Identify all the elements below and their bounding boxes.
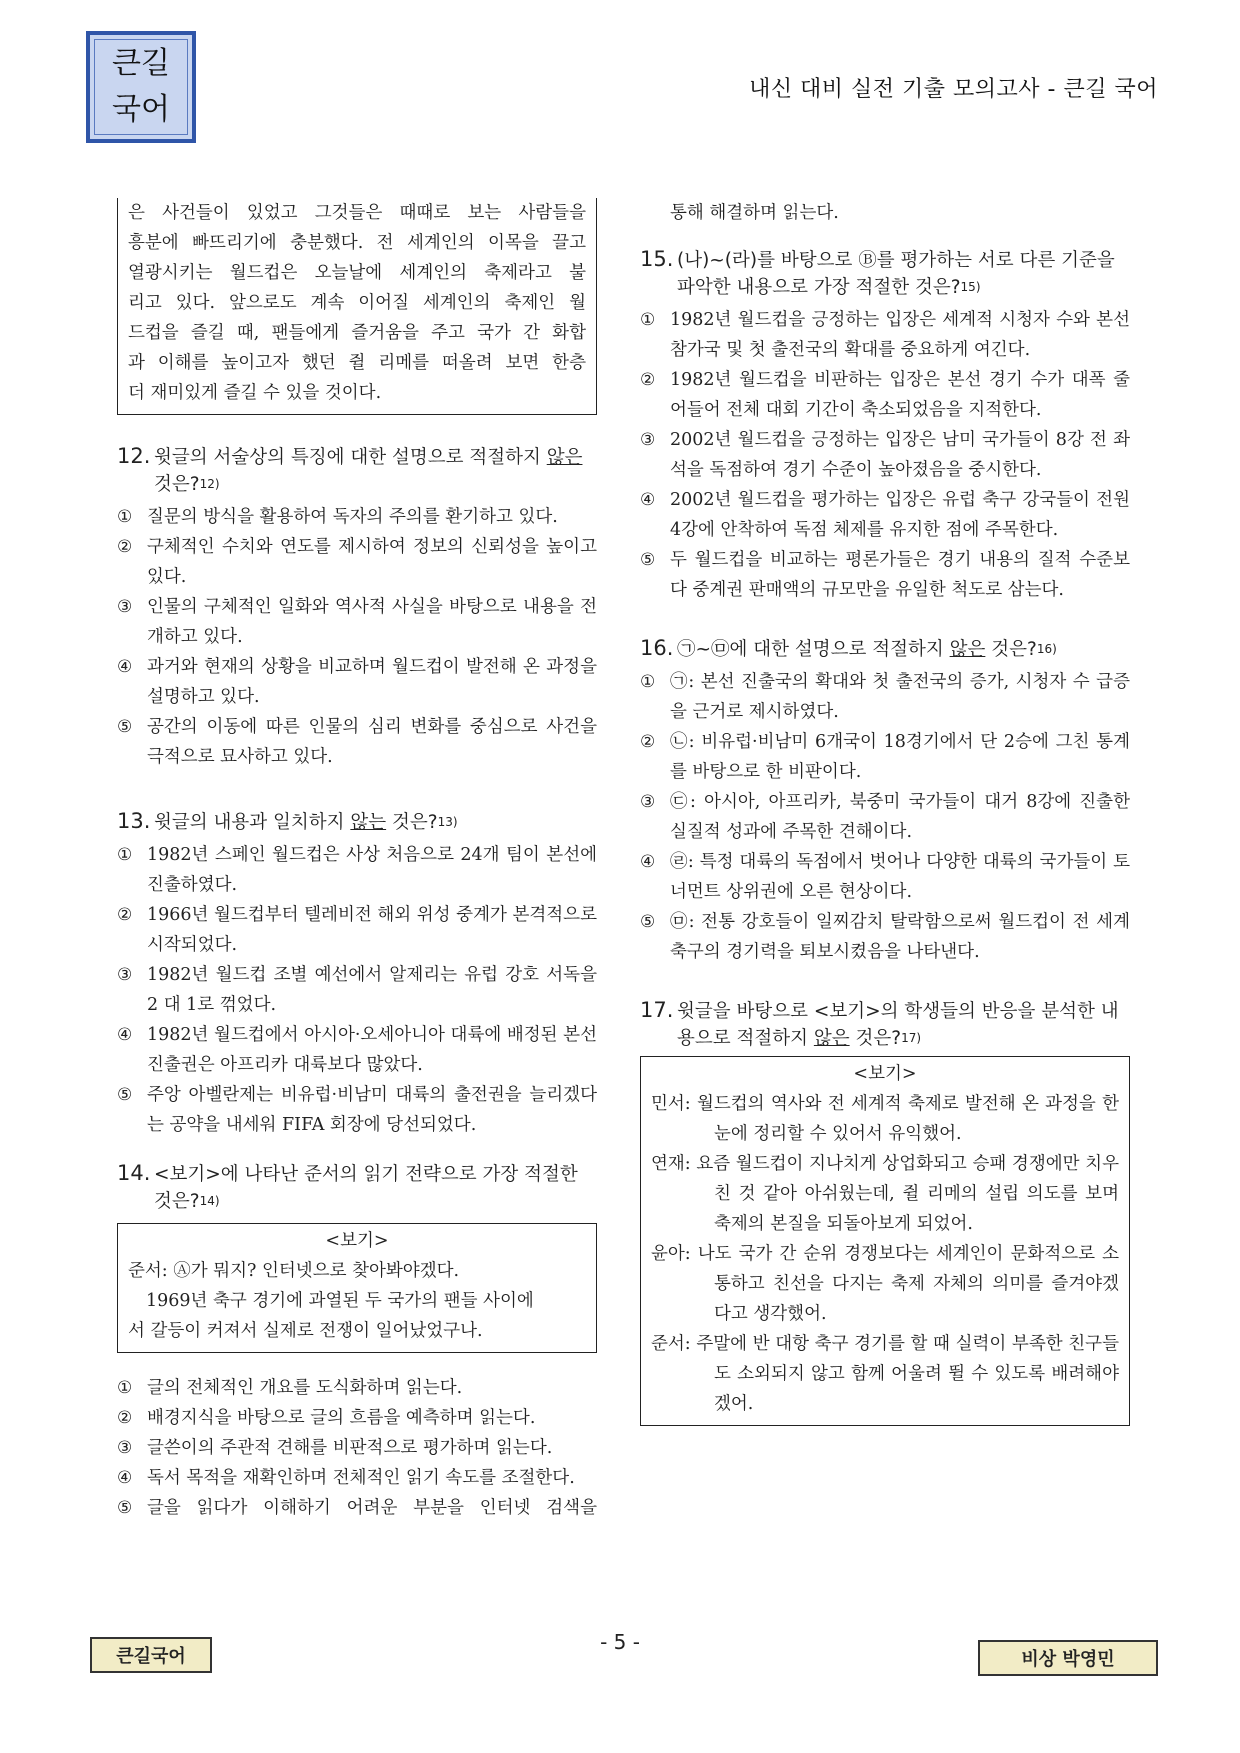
- option[interactable]: [117, 1020, 597, 1080]
- option-number: ③: [117, 597, 133, 617]
- option[interactable]: [117, 840, 597, 900]
- question-text: (나)~(라)를 바탕으로 Ⓑ를 평가하는 서로 다른 기준을 파악한 내용으로 가장 적절한 것은?: [677, 250, 1115, 298]
- student-response: 연재: 요즘 월드컵이 지나치게 상업화되고 승패 경쟁에만 치우친 것 같아 아쉬웠는데, 쥘 리메의 설립 의도를 보며 축제의 본질을 되돌아보게 되었어.: [651, 1154, 1119, 1234]
- option-text: 인물의 구체적인 일화와 역사적 사실을 바탕으로 내용을 전개하고 있다.: [147, 597, 597, 647]
- option-text: 독서 목적을 재확인하며 전체적인 읽기 속도를 조절한다.: [147, 1468, 575, 1488]
- option[interactable]: [117, 1080, 597, 1140]
- passage-line: 더 재미있게 즐길 수 있을 것이다.: [128, 383, 382, 403]
- question-number: 13.: [117, 809, 151, 833]
- option-number: ④: [640, 852, 656, 872]
- option-text: 1982년 스페인 월드컵은 사상 처음으로 24개 팀이 본선에 진출하였다.: [147, 845, 597, 895]
- question-16: [640, 635, 1130, 967]
- option-text: 1982년 월드컵에서 아시아·오세아니아 대륙에 배정된 본선 진출권은 아프리카 대륙보다 많았다.: [147, 1025, 597, 1075]
- option[interactable]: [117, 1493, 597, 1523]
- question-number: 16.: [640, 636, 674, 660]
- question-text: ㉠~㉤에 대한 설명으로 적절하지: [677, 639, 950, 660]
- option-number: ①: [640, 672, 656, 692]
- option-number: ④: [640, 490, 656, 510]
- bogi-line: 서 갈등이 커져서 실제로 전쟁이 일어났었구나.: [128, 1321, 483, 1341]
- option[interactable]: [640, 907, 1130, 967]
- option[interactable]: [640, 425, 1130, 485]
- option[interactable]: [640, 787, 1130, 847]
- student-response: 준서: 주말에 반 대항 축구 경기를 할 때 실력이 부족한 친구들도 소외되지 않고 함께 어울려 뛸 수 있도록 배려해야겠어.: [651, 1334, 1119, 1414]
- option-number: ③: [117, 965, 133, 985]
- bogi-line: 준서: Ⓐ가 뭐지? 인터넷으로 찾아봐야겠다.: [128, 1261, 460, 1281]
- option-text: 1982년 월드컵 조별 예선에서 알제리는 유럽 강호 서독을 2 대 1로 꺾었다.: [147, 965, 597, 1015]
- question-number: 17.: [640, 998, 674, 1022]
- option-text: 과거와 현재의 상황을 비교하며 월드컵이 발전해 온 과정을 설명하고 있다.: [147, 657, 597, 707]
- footer-author-label: 비상 박영민: [978, 1640, 1158, 1676]
- question-13: [117, 808, 597, 1140]
- option-text: 글을 읽다가 이해하기 어려운 부분을 인터넷 검색을: [147, 1498, 597, 1518]
- option-continuation: 통해 해결하며 읽는다.: [670, 203, 839, 223]
- option-number: ②: [117, 905, 133, 925]
- footnote-ref: 15): [960, 280, 981, 294]
- option[interactable]: [117, 900, 597, 960]
- bogi-box: [640, 1056, 1130, 1426]
- left-column: [117, 198, 597, 1523]
- option-number: ②: [117, 537, 133, 557]
- right-column: [640, 198, 1130, 1426]
- options-list: [640, 667, 1130, 967]
- option-number: ④: [117, 1025, 133, 1045]
- question-number: 15.: [640, 247, 674, 271]
- option[interactable]: [117, 652, 597, 712]
- logo: [86, 31, 196, 143]
- option-number: ⑤: [117, 717, 133, 737]
- question-15: [640, 246, 1130, 605]
- question-text: <보기>에 나타난 준서의 읽기 전략으로 가장 적절한 것은?: [154, 1164, 578, 1212]
- option-number: ①: [117, 1378, 133, 1398]
- options-list: [117, 502, 597, 772]
- bogi-box: [117, 1223, 597, 1353]
- option[interactable]: [640, 305, 1130, 365]
- options-list: [640, 305, 1130, 605]
- question-title: [117, 808, 597, 836]
- option[interactable]: [640, 545, 1130, 605]
- option-number: ⑤: [640, 912, 656, 932]
- option-number: ③: [640, 430, 656, 450]
- logo-line1: 큰길: [112, 46, 170, 81]
- option[interactable]: [640, 365, 1130, 425]
- option-text: 두 월드컵을 비교하는 평론가들은 경기 내용의 질적 수준보다 중계권 판매액의 규모만을 유일한 척도로 삼는다.: [670, 550, 1130, 600]
- underlined-text: 않은: [813, 1028, 850, 1049]
- question-number: 14.: [117, 1161, 151, 1185]
- option-number: ②: [640, 370, 656, 390]
- question-number: 12.: [117, 444, 151, 468]
- option-text: ㉢: 아시아, 아프리카, 북중미 국가들이 대거 8강에 진출한 실질적 성과에 주목한 견해이다.: [670, 792, 1130, 842]
- option-number: ⑤: [117, 1085, 133, 1105]
- option-text: 구체적인 수치와 연도를 제시하여 정보의 신뢰성을 높이고 있다.: [147, 537, 597, 587]
- option-text: ㉡: 비유럽·비남미 6개국이 18경기에서 단 2승에 그친 통계를 바탕으로 한 비판이다.: [670, 732, 1130, 782]
- option-text: 1982년 월드컵을 비판하는 입장은 본선 경기 수가 대폭 줄어들어 전체 대회 기간이 축소되었음을 지적한다.: [670, 370, 1130, 420]
- footnote-ref: 16): [1036, 642, 1057, 656]
- logo-line2: 국어: [112, 92, 170, 127]
- option[interactable]: [640, 485, 1130, 545]
- page-number: - 5 -: [600, 1630, 640, 1654]
- option[interactable]: [117, 1463, 597, 1493]
- question-text: 것은?: [386, 812, 438, 833]
- footer-brand-label: 큰길국어: [90, 1637, 212, 1673]
- question-text: 윗글의 서술상의 특징에 대한 설명으로 적절하지: [154, 447, 547, 468]
- option-number: ②: [117, 1408, 133, 1428]
- question-17: [640, 997, 1130, 1426]
- page-header-title: 내신 대비 실전 기출 모의고사 - 큰길 국어: [749, 77, 1158, 102]
- question-title: [640, 246, 1130, 301]
- passage-line: 드컵을 즐길 때, 팬들에게 즐거움을 주고 국가 간 화합: [128, 323, 586, 343]
- footnote-ref: 12): [199, 477, 220, 491]
- underlined-text: 않은: [546, 447, 583, 468]
- option-number: ⑤: [640, 550, 656, 570]
- option[interactable]: [117, 592, 597, 652]
- footnote-ref: 14): [199, 1194, 220, 1208]
- option-number: ④: [117, 657, 133, 677]
- question-title: [640, 635, 1130, 663]
- question-title: [640, 997, 1130, 1052]
- option-text: 배경지식을 바탕으로 글의 흐름을 예측하며 읽는다.: [147, 1408, 536, 1428]
- option-text: ㉤: 전통 강호들이 일찌감치 탈락함으로써 월드컵이 전 세계 축구의 경기력을 퇴보시켰음을 나타낸다.: [670, 912, 1130, 962]
- option-text: ㉠: 본선 진출국의 확대와 첫 출전국의 증가, 시청자 수 급증을 근거로 제시하였다.: [670, 672, 1130, 722]
- options-list: [117, 1373, 597, 1523]
- option[interactable]: [117, 1433, 597, 1463]
- underlined-text: 않은: [949, 639, 986, 660]
- option-text: 1982년 월드컵을 긍정하는 입장은 세계적 시청자 수와 본선 참가국 및 첫 출전국의 확대를 중요하게 여긴다.: [670, 310, 1130, 360]
- options-list: [117, 840, 597, 1140]
- option-number: ③: [640, 792, 656, 812]
- option[interactable]: [117, 1403, 597, 1433]
- option-text: 질문의 방식을 활용하여 독자의 주의를 환기하고 있다.: [147, 507, 558, 527]
- option[interactable]: [117, 1373, 597, 1403]
- option-text: 글의 전체적인 개요를 도식화하며 읽는다.: [147, 1378, 463, 1398]
- bogi-line: 1969년 축구 경기에 과열된 두 국가의 팬들 사이에: [146, 1291, 534, 1311]
- option-text: 2002년 월드컵을 긍정하는 입장은 남미 국가들이 8강 전 좌석을 독점하여 경기 수준이 높아졌음을 중시한다.: [670, 430, 1130, 480]
- footnote-ref: 13): [437, 815, 458, 829]
- option-text: 2002년 월드컵을 평가하는 입장은 유럽 축구 강국들이 전원 4강에 안착하여 독점 체제를 유지한 점에 주목한다.: [670, 490, 1130, 540]
- option[interactable]: [640, 847, 1130, 907]
- option-number: ④: [117, 1468, 133, 1488]
- question-14: [117, 1160, 597, 1523]
- question-text: 윗글의 내용과 일치하지: [154, 812, 351, 833]
- passage-box: [117, 198, 597, 415]
- bogi-title: <보기>: [853, 1064, 917, 1084]
- option[interactable]: [117, 960, 597, 1020]
- question-text: 윗글을 바탕으로 <보기>의 학생들의 반응을 분석한 내용으로 적절하지: [677, 1001, 1119, 1049]
- option-text: 공간의 이동에 따른 인물의 심리 변화를 중심으로 사건을 극적으로 묘사하고 있다.: [147, 717, 597, 767]
- option[interactable]: [117, 532, 597, 592]
- passage-line: 과 이해를 높이고자 했던 쥘 리메를 떠올려 보면 한층: [128, 353, 586, 373]
- option-number: ⑤: [117, 1498, 133, 1518]
- option[interactable]: [640, 727, 1130, 787]
- passage-line: 은 사건들이 있었고 그것들은 때때로 보는 사람들을: [128, 203, 586, 223]
- question-12: [117, 443, 597, 772]
- option-number: ①: [117, 507, 133, 527]
- option-text: 글쓴이의 주관적 견해를 비판적으로 평가하며 읽는다.: [147, 1438, 553, 1458]
- option-number: ①: [117, 845, 133, 865]
- option[interactable]: [640, 667, 1130, 727]
- question-title: [117, 443, 597, 498]
- passage-line: 흥분에 빠뜨리기에 충분했다. 전 세계인의 이목을 끌고: [128, 233, 586, 253]
- passage-line: 열광시키는 월드컵은 오늘날에 세계인의 축제라고 불: [128, 263, 586, 283]
- question-text: 것은?: [985, 639, 1037, 660]
- option[interactable]: [117, 712, 597, 772]
- footnote-ref: 17): [901, 1031, 922, 1045]
- bogi-title: <보기>: [325, 1231, 389, 1251]
- question-text: 것은?: [154, 474, 200, 495]
- question-text: 것은?: [849, 1028, 902, 1049]
- option-number: ③: [117, 1438, 133, 1458]
- question-title: [117, 1160, 597, 1215]
- student-response: 민서: 월드컵의 역사와 전 세계적 축제로 발전해 온 과정을 한눈에 정리할 수 있어서 유익했어.: [651, 1094, 1119, 1144]
- student-response: 윤아: 나도 국가 간 순위 경쟁보다는 세계인이 문화적으로 소통하고 친선을 다지는 축제 자체의 의미를 즐겨야겠다고 생각했어.: [651, 1244, 1119, 1324]
- passage-line: 리고 있다. 앞으로도 계속 이어질 세계인의 축제인 월: [128, 293, 586, 313]
- option-text: 주앙 아벨란제는 비유럽·비남미 대륙의 출전권을 늘리겠다는 공약을 내세워 FIFA 회장에 당선되었다.: [147, 1085, 597, 1135]
- option-number: ②: [640, 732, 656, 752]
- underlined-text: 않는: [350, 812, 387, 833]
- option[interactable]: [117, 502, 597, 532]
- option-text: ㉣: 특정 대륙의 독점에서 벗어나 다양한 대륙의 국가들이 토너먼트 상위권에 오른 현상이다.: [670, 852, 1130, 902]
- option-number: ①: [640, 310, 656, 330]
- option-text: 1966년 월드컵부터 텔레비전 해외 위성 중계가 본격적으로 시작되었다.: [147, 905, 597, 955]
